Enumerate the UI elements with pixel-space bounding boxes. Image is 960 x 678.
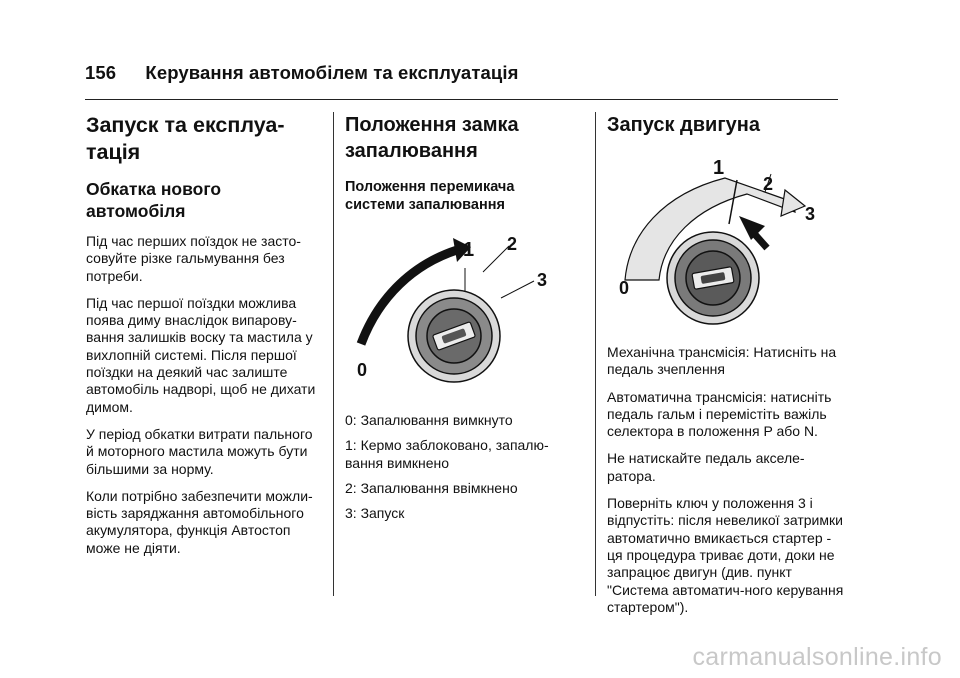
- position-label-0: 0: [357, 360, 368, 380]
- page-header: [85, 62, 518, 84]
- engine-start-figure: [605, 152, 835, 332]
- paragraph: Не натискайте педаль акселе-ратора.: [607, 450, 805, 484]
- column-running-in: [86, 112, 322, 557]
- paragraph: Під час першої поїздки можлива поява диму внаслідок випарову-вання залишків воску та мастила у вихлопній системі. Після першої поїздки на деякий час залиште автомобіль надворі, щоб не дихати димом.: [86, 294, 316, 415]
- subheading-running-in: Обкатка нового автомобіля: [86, 179, 222, 221]
- paragraph: Механічна трансмісія: Натисніть на педаль зчеплення: [607, 344, 837, 378]
- page-number: 156: [85, 62, 117, 83]
- paragraph: Поверніть ключ у положення 3 і відпустіть: після невеликої затримки автоматично вмикається стартер - ця процедура триває доти, доки не запрацює двигун (див. пункт "Система автоматич-ного керування стартером").: [607, 495, 844, 615]
- leader-line-3: [501, 281, 534, 298]
- position-label-2: 2: [507, 234, 518, 254]
- paragraph: Під час перших поїздок не засто-совуйте різке гальмування без потреби.: [86, 233, 301, 284]
- header-rule: [85, 99, 838, 100]
- arc-arrow-head-icon: [781, 190, 805, 216]
- ignition-position-list: [345, 412, 585, 522]
- list-item: 3: Запуск: [345, 505, 405, 522]
- section-heading-ignition-lock: Положення замка запалювання: [345, 114, 519, 162]
- subheading-switch-positions: Положення перемикача системи запалювання: [345, 179, 515, 213]
- position-label-3: 3: [537, 270, 548, 290]
- position-label-0: 0: [619, 278, 630, 298]
- position-label-2: 2: [763, 174, 774, 194]
- paragraph: Коли потрібно забезпечити можли-вість заряджання автомобільного акумулятора, функція Автостоп може не діяти.: [86, 487, 313, 556]
- paragraph: У період обкатки витрати пального й моторного мастила можуть бути більшими за норму.: [86, 425, 313, 477]
- position-label-3: 3: [805, 204, 816, 224]
- list-item: 0: Запалювання вимкнуто: [345, 412, 513, 428]
- position-label-1: 1: [713, 157, 725, 179]
- watermark: carmanualsonline.info: [692, 643, 942, 671]
- position-label-1: 1: [463, 239, 475, 261]
- ignition-lock-figure: [339, 226, 569, 396]
- page-title: Керування автомобілем та експлуатація: [145, 62, 519, 83]
- column-engine-start: [607, 112, 847, 616]
- column-divider-2: [595, 112, 596, 596]
- column-ignition-positions: [345, 112, 585, 530]
- leader-line-2: [483, 246, 509, 272]
- list-item: 2: Запалювання ввімкнено: [345, 479, 518, 496]
- section-heading-start-operation: Запуск та експлуа- тація: [86, 113, 285, 164]
- list-item: 1: Кермо заблоковано, запалю-вання вимкнено: [345, 437, 549, 471]
- column-divider-1: [333, 112, 334, 596]
- paragraph: Автоматична трансмісія: натисніть педаль гальм і перемістіть важіль селектора в положення P або N.: [607, 388, 832, 440]
- section-heading-engine-start: Запуск двигуна: [607, 114, 760, 136]
